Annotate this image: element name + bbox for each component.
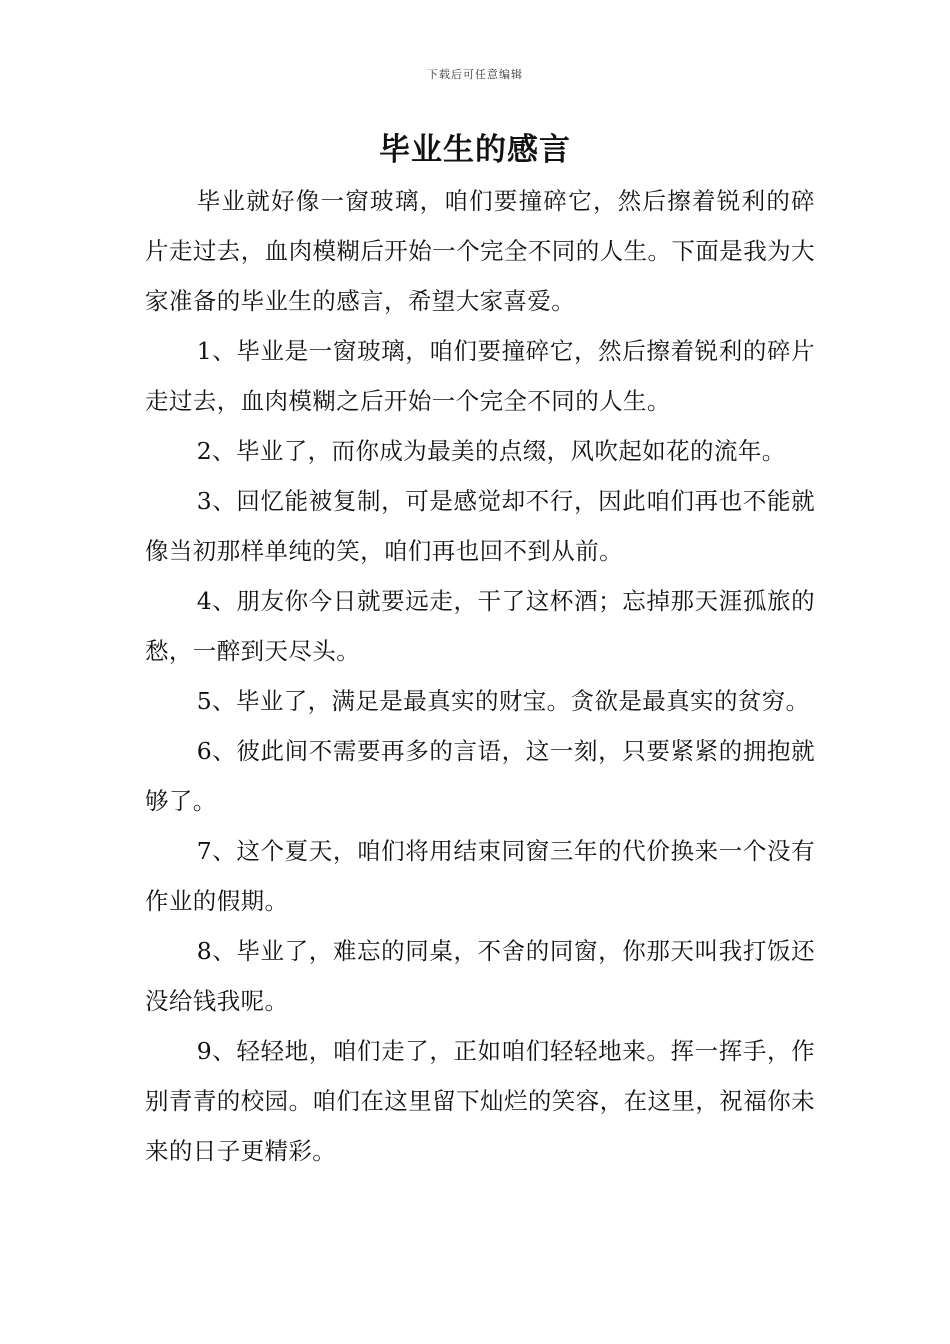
page-title: 毕业生的感言 [379, 132, 571, 168]
paragraph-item-9: 9、轻轻地，咱们走了，正如咱们轻轻地来。挥一挥手，作别青青的校园。咱们在这里留下灿烂的笑容，在这里，祝福你未来的日子更精彩。 [145, 1037, 815, 1165]
paragraph-item-4: 4、朋友你今日就要远走，干了这杯酒；忘掉那天涯孤旅的愁，一醉到天尽头。 [145, 587, 815, 665]
paragraph-item-2: 2、毕业了，而你成为最美的点缀，风吹起如花的流年。 [196, 437, 786, 465]
paragraph-item-6: 6、彼此间不需要再多的言语，这一刻，只要紧紧的拥抱就够了。 [145, 737, 815, 815]
paragraph-item-8: 8、毕业了，难忘的同桌，不舍的同窗，你那天叫我打饭还没给钱我呢。 [145, 937, 815, 1015]
paragraph-item-7: 7、这个夏天，咱们将用结束同窗三年的代价换来一个没有作业的假期。 [145, 837, 815, 915]
document-body [145, 176, 815, 1176]
paragraph-item-3: 3、回忆能被复制，可是感觉却不行，因此咱们再也不能就像当初那样单纯的笑，咱们再也回不到从前。 [145, 487, 815, 565]
intro-paragraph: 毕业就好像一窗玻璃，咱们要撞碎它，然后擦着锐利的碎片走过去，血肉模糊后开始一个完全不同的人生。下面是我为大家准备的毕业生的感言，希望大家喜爱。 [145, 187, 815, 315]
paragraph-item-1: 1、毕业是一窗玻璃，咱们要撞碎它，然后擦着锐利的碎片走过去，血肉模糊之后开始一个完全不同的人生。 [145, 337, 815, 415]
paragraph-item-5: 5、毕业了，满足是最真实的财宝。贪欲是最真实的贫穷。 [196, 687, 810, 715]
header-note: 下载后可任意编辑 [427, 68, 523, 81]
